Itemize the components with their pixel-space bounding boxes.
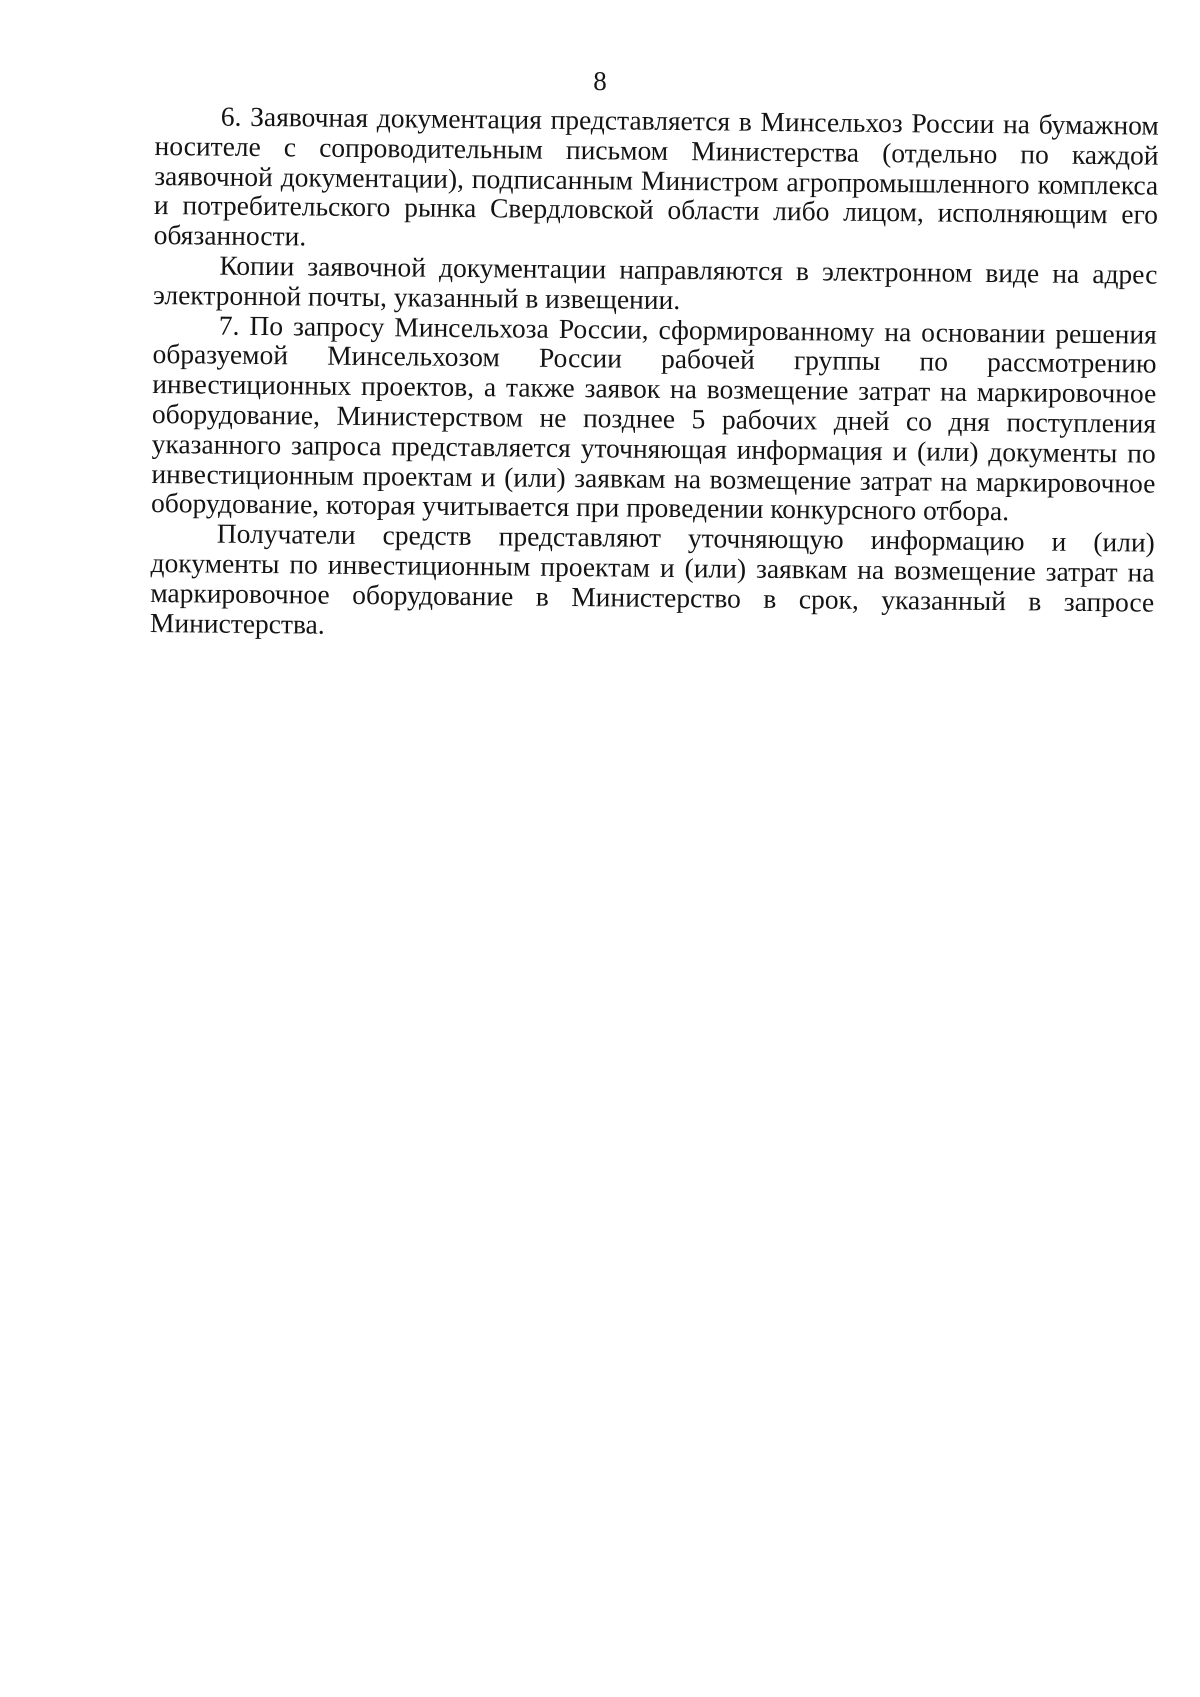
document-body [150,101,1159,647]
paragraph-6-submission: 6. Заявочная документация представляется в Минсельхоз России на бумажном носителе с сопроводительным письмом Министерства (отдельно по каждой заявочной документации), подписанным Министром агропромышленного комплекса и потребительского рынка Свердловской области либо лицом, исполняющим его обязанности. [153,100,1159,252]
page-number: 8 [593,66,607,96]
paragraph-7-request: 7. По запросу Минсельхоза России, сформированному на основании решения образуемой Минсельхозом России рабочей группы по рассмотрению инвестиционных проектов, а также заявок на возмещение затрат на маркировочное оборудование, Министерством не позднее 5 рабочих дней со дня поступления указанного запроса представляется уточняющая информация и (или) документы по инвестиционным проектам и (или) заявкам на возмещение затрат на маркировочное оборудование, которая учитывается при проведении конкурсного отбора. [150,309,1157,527]
paragraph-recipients: Получатели средств представляют уточняющую информацию и (или) документы по инвестиционным проектам и (или) заявкам на возмещение затрат на маркировочное оборудование в Министерство в срок, указанный в запросе Министерства. [149,517,1155,640]
paragraph-copies-electronic: Копии заявочной документации направляются в электронном виде на адрес электронной почты, указанный в извещении. [152,249,1158,315]
